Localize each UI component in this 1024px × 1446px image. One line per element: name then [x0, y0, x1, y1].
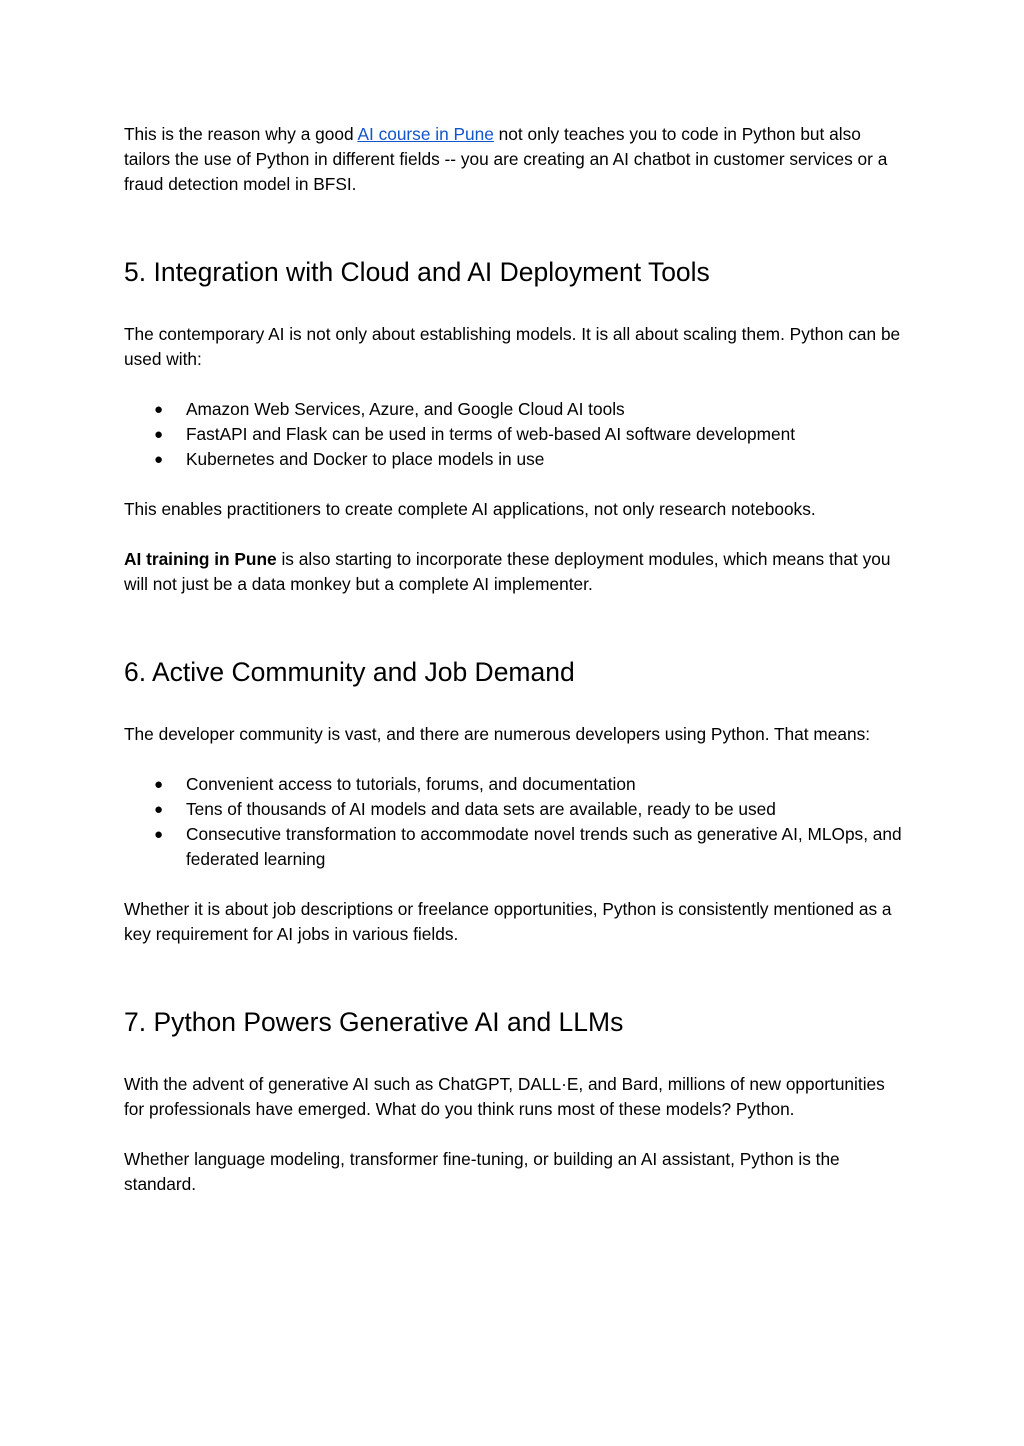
list-item [124, 797, 904, 822]
section-7-paragraph-1: Whether language modeling, transformer fine-tuning, or building an AI assistant, Python is the standard. [124, 1149, 840, 1194]
section-7-lead: With the advent of generative AI such as ChatGPT, DALL·E, and Bard, millions of new opportunities for professionals have emerged. What do you think runs most of these models? Python. [124, 1074, 885, 1119]
bullet-icon: ● [154, 426, 164, 443]
list-item [124, 422, 904, 447]
section-6-bullet-list [124, 772, 904, 872]
intro-text-before: This is the reason why a good [124, 124, 358, 144]
section-5-paragraph-1: This enables practitioners to create complete AI applications, not only research notebooks. [124, 499, 816, 519]
list-item [124, 447, 904, 472]
list-item-text: Consecutive transformation to accommodate novel trends such as generative AI, MLOps, and federated learning [186, 824, 902, 869]
list-item-text: Amazon Web Services, Azure, and Google Cloud AI tools [186, 399, 625, 419]
ai-training-pune-bold: AI training in Pune [124, 549, 277, 569]
section-6-heading: 6. Active Community and Job Demand [124, 657, 575, 687]
section-7-heading: 7. Python Powers Generative AI and LLMs [124, 1007, 624, 1037]
list-item [124, 822, 904, 872]
list-item [124, 397, 904, 422]
bullet-icon: ● [154, 801, 164, 818]
section-5-bullet-list [124, 397, 904, 472]
section-5-heading: 5. Integration with Cloud and AI Deployment Tools [124, 257, 710, 287]
section-5-paragraph-2 [124, 547, 904, 597]
section-5-lead: The contemporary AI is not only about establishing models. It is all about scaling them. Python can be used with: [124, 324, 901, 369]
section-6-lead: The developer community is vast, and there are numerous developers using Python. That means: [124, 724, 871, 744]
list-item-text: Convenient access to tutorials, forums, and documentation [186, 774, 636, 794]
document-page [124, 122, 904, 1197]
section-5-paragraph-2-rest: is also starting to incorporate these deployment modules, which means that you will not just be a data monkey but a complete AI implementer. [124, 549, 891, 594]
ai-course-pune-link[interactable]: AI course in Pune [357, 124, 494, 144]
list-item-text: Tens of thousands of AI models and data sets are available, ready to be used [186, 799, 776, 819]
intro-paragraph [124, 122, 904, 197]
intro-text-after: not only teaches you to code in Python but also tailors the use of Python in different fields -- you are creating an AI chatbot in customer services or a fraud detection model in BFSI. [124, 124, 888, 194]
list-item-text: Kubernetes and Docker to place models in use [186, 449, 545, 469]
bullet-icon: ● [154, 776, 164, 793]
list-item [124, 772, 904, 797]
bullet-icon: ● [154, 451, 164, 468]
section-6-paragraph-1: Whether it is about job descriptions or freelance opportunities, Python is consistently mentioned as a key requirement for AI jobs in various fields. [124, 899, 892, 944]
list-item-text: FastAPI and Flask can be used in terms of web-based AI software development [186, 424, 796, 444]
bullet-icon: ● [154, 401, 164, 418]
bullet-icon: ● [154, 826, 164, 843]
